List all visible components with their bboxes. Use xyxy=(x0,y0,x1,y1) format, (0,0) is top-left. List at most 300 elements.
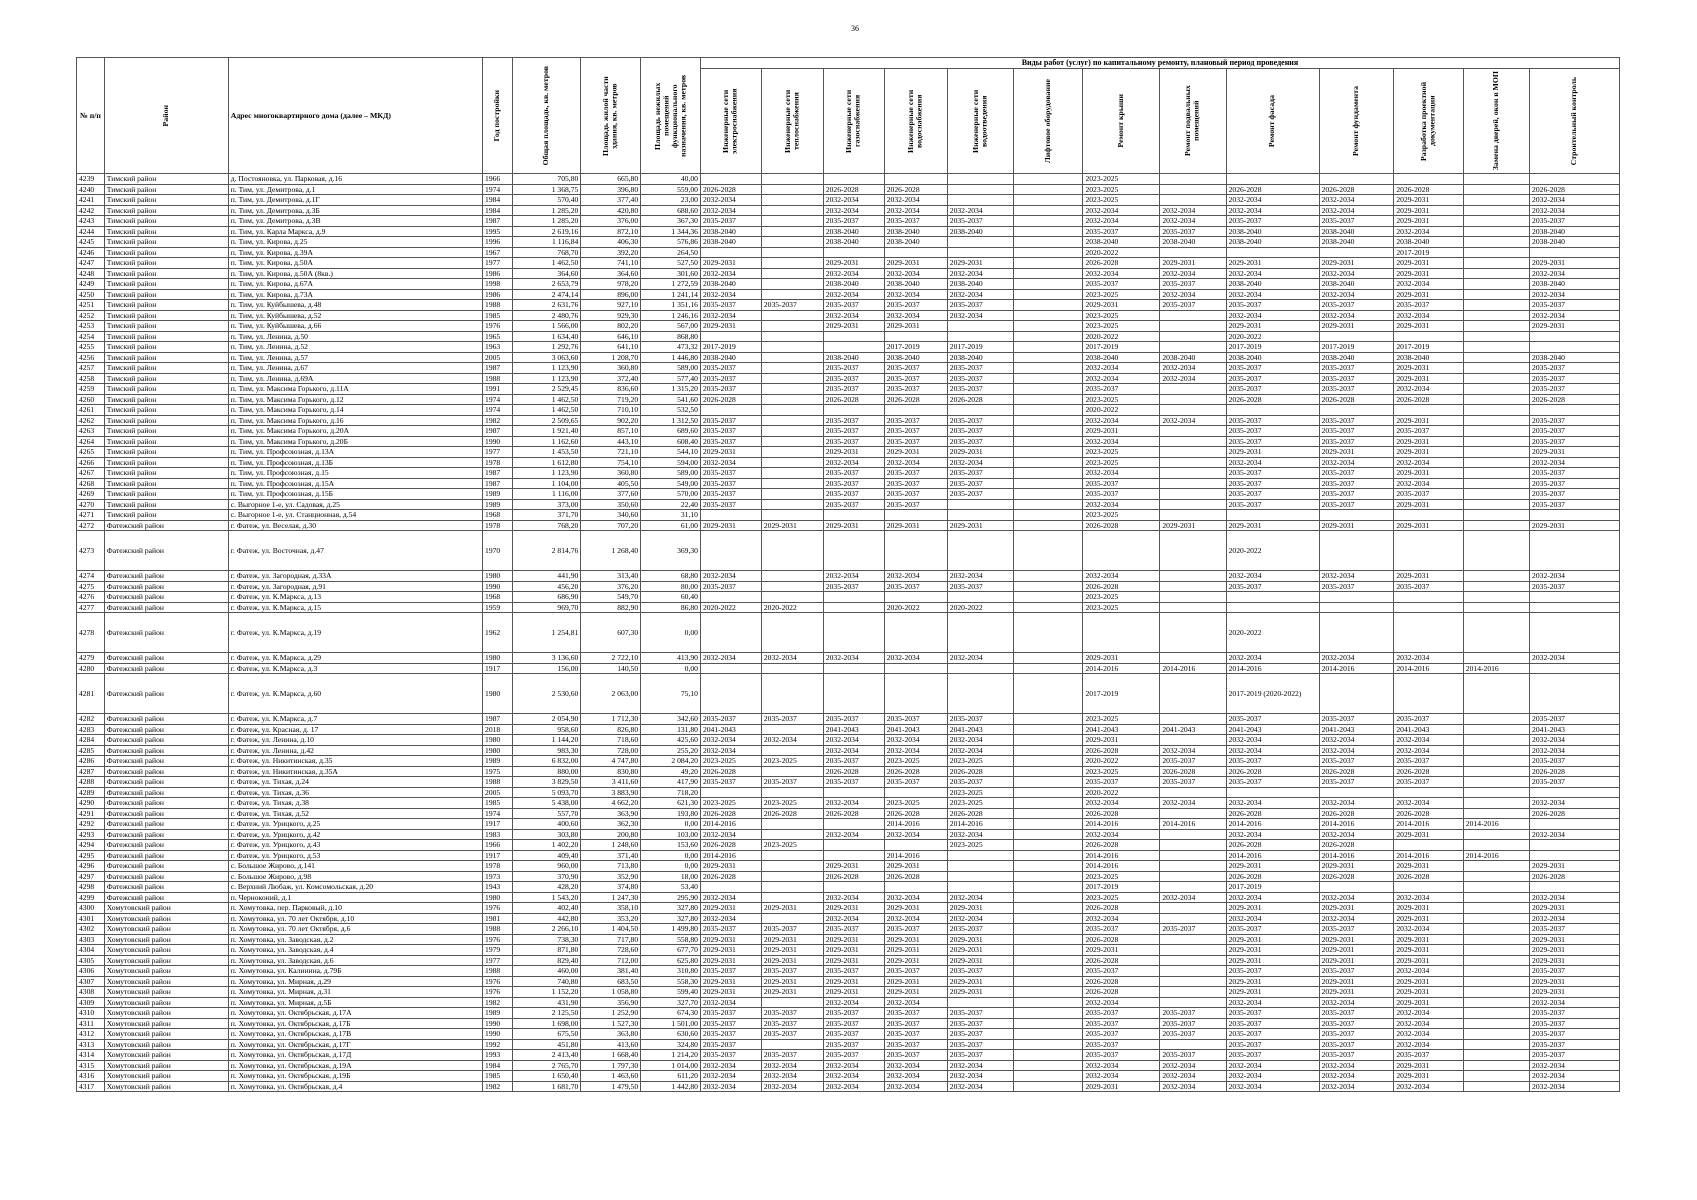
work-period-cell: 2035-2037 xyxy=(884,924,947,935)
work-period-cell: 2032-2034 xyxy=(1394,966,1463,977)
total-area-cell: 1 116,00 xyxy=(512,489,580,500)
work-period-cell: 2035-2037 xyxy=(823,924,884,935)
work-period-cell xyxy=(1014,1008,1083,1019)
row-number-cell: 4303 xyxy=(77,934,105,945)
table-row xyxy=(77,840,1620,851)
nonliving-area-cell: 2 084,20 xyxy=(641,756,701,767)
work-period-cell xyxy=(1226,247,1319,258)
work-period-cell: 2032-2034 xyxy=(1226,913,1319,924)
work-period-cell xyxy=(1463,174,1529,185)
work-period-cell xyxy=(1463,653,1529,664)
work-period-cell: 2035-2037 xyxy=(700,714,761,725)
work-period-cell xyxy=(1014,602,1083,613)
work-period-cell: 2029-2031 xyxy=(1394,436,1463,447)
work-period-cell: 2035-2037 xyxy=(884,1008,947,1019)
table-row xyxy=(77,766,1620,777)
work-period-cell xyxy=(1160,342,1226,353)
work-period-cell xyxy=(1530,674,1620,714)
work-period-cell xyxy=(1014,571,1083,582)
work-period-cell: 2032-2034 xyxy=(761,1081,823,1092)
row-number-cell: 4311 xyxy=(77,1018,105,1029)
work-period-cell xyxy=(1014,850,1083,861)
work-period-cell: 2035-2037 xyxy=(761,924,823,935)
table-row xyxy=(77,436,1620,447)
work-period-cell xyxy=(1394,531,1463,571)
build-year-cell: 1980 xyxy=(483,745,513,756)
work-period-cell: 2038-2040 xyxy=(1160,352,1226,363)
work-period-cell: 2017-2019 xyxy=(947,342,1013,353)
living-area-cell: 721,10 xyxy=(581,447,641,458)
row-number-cell: 4298 xyxy=(77,882,105,893)
living-area-cell: 1 248,60 xyxy=(581,840,641,851)
address-cell: п. Хомутовка, ул. Мирная, д.29 xyxy=(228,976,482,987)
work-period-cell xyxy=(1014,1050,1083,1061)
work-period-cell xyxy=(1160,247,1226,258)
work-period-cell xyxy=(1014,331,1083,342)
living-area-cell: 420,80 xyxy=(581,205,641,216)
work-period-cell xyxy=(1463,373,1529,384)
work-period-cell xyxy=(1160,674,1226,714)
address-cell: п. Тим, ул. Кирова, д.25 xyxy=(228,237,482,248)
work-period-cell xyxy=(1463,394,1529,405)
address-cell: п. Хомутовка, ул. Октябрьская, д.19Б xyxy=(228,1071,482,1082)
work-period-cell xyxy=(761,531,823,571)
build-year-cell: 1983 xyxy=(483,829,513,840)
work-period-cell xyxy=(1319,247,1394,258)
district-cell: Фатежский район xyxy=(104,871,228,882)
work-period-cell: 2029-2031 xyxy=(823,934,884,945)
work-period-cell xyxy=(947,321,1013,332)
work-period-cell: 2035-2037 xyxy=(823,216,884,227)
address-cell: п. Хомутовка, ул. Калинина, д.79Б xyxy=(228,966,482,977)
build-year-cell: 1967 xyxy=(483,247,513,258)
nonliving-area-cell: 594,00 xyxy=(641,457,701,468)
district-cell: Тимский район xyxy=(104,468,228,479)
work-period-cell: 2032-2034 xyxy=(1530,195,1620,206)
work-period-cell xyxy=(1160,478,1226,489)
work-period-cell: 2032-2034 xyxy=(1319,997,1394,1008)
district-cell: Хомутовский район xyxy=(104,1071,228,1082)
work-period-cell xyxy=(1160,613,1226,653)
living-area-cell: 1 247,30 xyxy=(581,892,641,903)
nonliving-area-cell: 589,00 xyxy=(641,468,701,479)
work-period-cell: 2023-2025 xyxy=(1083,510,1160,521)
table-row xyxy=(77,268,1620,279)
work-period-cell: 2029-2031 xyxy=(1394,934,1463,945)
work-period-cell xyxy=(1463,237,1529,248)
work-period-cell: 2035-2037 xyxy=(700,581,761,592)
work-period-cell: 2032-2034 xyxy=(1319,1060,1394,1071)
work-period-cell: 2017-2019 xyxy=(1226,342,1319,353)
total-area-cell: 409,40 xyxy=(512,850,580,861)
work-period-cell: 2035-2037 xyxy=(947,1050,1013,1061)
work-period-cell: 2026-2028 xyxy=(947,766,1013,777)
work-period-cell: 2029-2031 xyxy=(700,934,761,945)
address-cell: г. Фатеж, ул. К.Маркса, д.3 xyxy=(228,663,482,674)
work-period-cell: 2032-2034 xyxy=(1530,829,1620,840)
work-period-cell xyxy=(1014,499,1083,510)
work-period-cell: 2032-2034 xyxy=(947,653,1013,664)
work-period-cell: 2035-2037 xyxy=(1319,966,1394,977)
nonliving-area-cell: 599,40 xyxy=(641,987,701,998)
work-period-cell xyxy=(1160,871,1226,882)
row-number-cell: 4255 xyxy=(77,342,105,353)
work-period-cell: 2032-2034 xyxy=(1226,205,1319,216)
district-cell: Хомутовский район xyxy=(104,987,228,998)
work-period-cell xyxy=(1014,415,1083,426)
work-period-cell: 2035-2037 xyxy=(1394,489,1463,500)
total-area-cell: 431,90 xyxy=(512,997,580,1008)
work-period-cell: 2032-2034 xyxy=(1394,478,1463,489)
work-period-cell: 2032-2034 xyxy=(1226,1081,1319,1092)
work-period-cell xyxy=(1463,913,1529,924)
work-period-cell: 2032-2034 xyxy=(1226,997,1319,1008)
work-period-cell: 2035-2037 xyxy=(1319,436,1394,447)
work-period-cell: 2038-2040 xyxy=(1226,237,1319,248)
work-period-cell: 2032-2034 xyxy=(1319,829,1394,840)
living-area-cell: 340,60 xyxy=(581,510,641,521)
work-period-cell: 2032-2034 xyxy=(700,653,761,664)
work-period-cell: 2035-2037 xyxy=(761,714,823,725)
work-period-cell xyxy=(1014,613,1083,653)
total-area-cell: 370,90 xyxy=(512,871,580,882)
work-period-cell: 2032-2034 xyxy=(1083,468,1160,479)
living-area-cell: 358,10 xyxy=(581,903,641,914)
work-period-cell xyxy=(1463,1081,1529,1092)
work-period-cell xyxy=(1463,976,1529,987)
work-period-cell: 2035-2037 xyxy=(947,216,1013,227)
row-number-cell: 4274 xyxy=(77,571,105,582)
work-period-cell: 2029-2031 xyxy=(700,321,761,332)
work-period-cell xyxy=(761,913,823,924)
nonliving-area-cell: 75,10 xyxy=(641,674,701,714)
nonliving-area-cell: 677,70 xyxy=(641,945,701,956)
work-period-cell: 2035-2037 xyxy=(1083,777,1160,788)
work-period-cell xyxy=(1463,300,1529,311)
work-period-cell: 2035-2037 xyxy=(947,426,1013,437)
nonliving-area-cell: 0,00 xyxy=(641,850,701,861)
row-number-cell: 4240 xyxy=(77,184,105,195)
address-cell: г. Фатеж, ул. Тихая, д.38 xyxy=(228,798,482,809)
living-area-cell: 646,10 xyxy=(581,331,641,342)
work-period-cell: 2035-2037 xyxy=(823,300,884,311)
work-period-cell: 2041-2043 xyxy=(1394,724,1463,735)
nonliving-area-cell: 688,60 xyxy=(641,205,701,216)
row-number-cell: 4287 xyxy=(77,766,105,777)
total-area-cell: 958,60 xyxy=(512,724,580,735)
work-period-cell xyxy=(1014,226,1083,237)
header-work-type: Строительный контроль xyxy=(1530,69,1620,174)
work-period-cell: 2029-2031 xyxy=(1394,829,1463,840)
nonliving-area-cell: 369,30 xyxy=(641,531,701,571)
work-period-cell: 2029-2031 xyxy=(884,987,947,998)
build-year-cell: 1917 xyxy=(483,850,513,861)
address-cell: п. Тим, ул. Карла Маркса, д.9 xyxy=(228,226,482,237)
total-area-cell: 2 480,76 xyxy=(512,310,580,321)
work-period-cell: 2032-2034 xyxy=(1083,997,1160,1008)
total-area-cell: 1 123,90 xyxy=(512,373,580,384)
build-year-cell: 1982 xyxy=(483,1081,513,1092)
living-area-cell: 364,60 xyxy=(581,268,641,279)
row-number-cell: 4289 xyxy=(77,787,105,798)
work-period-cell: 2035-2037 xyxy=(1530,1018,1620,1029)
work-period-cell: 2026-2028 xyxy=(700,840,761,851)
living-area-cell: 353,20 xyxy=(581,913,641,924)
work-period-cell: 2032-2034 xyxy=(884,1060,947,1071)
work-period-cell: 2032-2034 xyxy=(1319,798,1394,809)
living-area-cell: 927,10 xyxy=(581,300,641,311)
work-period-cell: 2035-2037 xyxy=(823,384,884,395)
address-cell: п. Хомутовка, ул. Октябрьская, д.17В xyxy=(228,1029,482,1040)
work-period-cell: 2029-2031 xyxy=(1530,934,1620,945)
table-row xyxy=(77,808,1620,819)
total-area-cell: 428,20 xyxy=(512,882,580,893)
work-period-cell xyxy=(1014,1039,1083,1050)
work-period-cell xyxy=(1394,592,1463,603)
district-cell: Тимский район xyxy=(104,258,228,269)
work-period-cell: 2017-2019 xyxy=(1083,342,1160,353)
work-period-cell: 2032-2034 xyxy=(1394,1081,1463,1092)
work-period-cell: 2029-2031 xyxy=(1226,258,1319,269)
row-number-cell: 4263 xyxy=(77,426,105,437)
nonliving-area-cell: 621,30 xyxy=(641,798,701,809)
build-year-cell: 1974 xyxy=(483,808,513,819)
work-period-cell: 2026-2028 xyxy=(1083,955,1160,966)
work-period-cell: 2032-2034 xyxy=(1319,1081,1394,1092)
work-period-cell xyxy=(823,331,884,342)
work-period-cell: 2026-2028 xyxy=(1226,766,1319,777)
work-period-cell: 2029-2031 xyxy=(1530,447,1620,458)
work-period-cell: 2035-2037 xyxy=(884,1050,947,1061)
nonliving-area-cell: 327,80 xyxy=(641,913,701,924)
table-row xyxy=(77,1008,1620,1019)
table-row xyxy=(77,592,1620,603)
work-period-cell xyxy=(1014,840,1083,851)
build-year-cell: 1982 xyxy=(483,415,513,426)
work-period-cell: 2035-2037 xyxy=(761,1008,823,1019)
work-period-cell xyxy=(1530,592,1620,603)
nonliving-area-cell: 295,90 xyxy=(641,892,701,903)
address-cell: г. Фатеж, ул. К.Маркса, д.7 xyxy=(228,714,482,725)
address-cell: г. Фатеж, ул. Веселая, д.30 xyxy=(228,520,482,531)
living-area-cell: 902,20 xyxy=(581,415,641,426)
work-period-cell: 2026-2028 xyxy=(1083,976,1160,987)
table-row xyxy=(77,745,1620,756)
work-period-cell: 2029-2031 xyxy=(1530,520,1620,531)
work-period-cell: 2032-2034 xyxy=(1394,457,1463,468)
work-period-cell xyxy=(1463,840,1529,851)
work-period-cell xyxy=(1160,174,1226,185)
table-row xyxy=(77,300,1620,311)
total-area-cell: 1 453,50 xyxy=(512,447,580,458)
work-period-cell xyxy=(884,674,947,714)
work-period-cell xyxy=(1463,861,1529,872)
work-period-cell: 2035-2037 xyxy=(1319,581,1394,592)
work-period-cell: 2035-2037 xyxy=(700,1008,761,1019)
header-work-type: Ремонт подвальных помещений xyxy=(1160,69,1226,174)
district-cell: Хомутовский район xyxy=(104,934,228,945)
work-period-cell xyxy=(1530,602,1620,613)
living-area-cell: 4 662,20 xyxy=(581,798,641,809)
work-period-cell xyxy=(823,663,884,674)
row-number-cell: 4309 xyxy=(77,997,105,1008)
table-row xyxy=(77,653,1620,664)
work-period-cell: 2035-2037 xyxy=(1530,478,1620,489)
total-area-cell: 705,80 xyxy=(512,174,580,185)
table-row xyxy=(77,384,1620,395)
work-period-cell xyxy=(1394,331,1463,342)
work-period-cell xyxy=(884,405,947,416)
work-period-cell: 2026-2028 xyxy=(1319,766,1394,777)
work-period-cell xyxy=(1226,174,1319,185)
work-period-cell: 2026-2028 xyxy=(1530,766,1620,777)
work-period-cell: 2035-2037 xyxy=(884,1018,947,1029)
work-period-cell: 2035-2037 xyxy=(1083,1018,1160,1029)
work-period-cell: 2041-2043 xyxy=(823,724,884,735)
total-area-cell: 2 529,45 xyxy=(512,384,580,395)
work-period-cell: 2023-2025 xyxy=(1083,592,1160,603)
work-period-cell: 2026-2028 xyxy=(947,394,1013,405)
header-work-type: Ремонт фасада xyxy=(1226,69,1319,174)
work-period-cell xyxy=(1394,405,1463,416)
work-period-cell: 2029-2031 xyxy=(700,903,761,914)
nonliving-area-cell: 868,80 xyxy=(641,331,701,342)
nonliving-area-cell: 327,70 xyxy=(641,997,701,1008)
work-period-cell xyxy=(761,205,823,216)
work-period-cell: 2032-2034 xyxy=(947,289,1013,300)
work-period-cell: 2035-2037 xyxy=(1083,279,1160,290)
work-period-cell xyxy=(1463,1018,1529,1029)
work-period-cell xyxy=(1160,903,1226,914)
work-period-cell: 2032-2034 xyxy=(884,205,947,216)
work-period-cell: 2035-2037 xyxy=(761,300,823,311)
work-period-cell: 2032-2034 xyxy=(1160,745,1226,756)
work-period-cell xyxy=(823,592,884,603)
work-period-cell xyxy=(1160,934,1226,945)
work-period-cell: 2029-2031 xyxy=(1319,945,1394,956)
nonliving-area-cell: 40,00 xyxy=(641,174,701,185)
row-number-cell: 4282 xyxy=(77,714,105,725)
work-period-cell xyxy=(1014,510,1083,521)
work-period-cell: 2041-2043 xyxy=(1226,724,1319,735)
work-period-cell xyxy=(1014,808,1083,819)
work-period-cell: 2035-2037 xyxy=(1319,415,1394,426)
work-period-cell: 2032-2034 xyxy=(700,735,761,746)
work-period-cell xyxy=(1014,997,1083,1008)
nonliving-area-cell: 327,80 xyxy=(641,903,701,914)
work-period-cell: 2032-2034 xyxy=(884,310,947,321)
work-period-cell: 2038-2040 xyxy=(1530,279,1620,290)
work-period-cell: 2038-2040 xyxy=(1083,352,1160,363)
work-period-cell: 2032-2034 xyxy=(823,653,884,664)
table-row xyxy=(77,976,1620,987)
work-period-cell xyxy=(1463,331,1529,342)
work-period-cell: 2032-2034 xyxy=(1394,384,1463,395)
work-period-cell xyxy=(884,613,947,653)
table-row xyxy=(77,571,1620,582)
work-period-cell xyxy=(1160,489,1226,500)
work-period-cell: 2032-2034 xyxy=(1530,735,1620,746)
work-period-cell xyxy=(1530,247,1620,258)
address-cell: г. Фатеж, ул. Никитинская, д.35 xyxy=(228,756,482,767)
work-period-cell: 2032-2034 xyxy=(947,913,1013,924)
work-period-cell: 2032-2034 xyxy=(700,289,761,300)
work-period-cell: 2026-2028 xyxy=(1530,808,1620,819)
work-period-cell: 2029-2031 xyxy=(884,321,947,332)
work-period-cell: 2035-2037 xyxy=(1226,499,1319,510)
work-period-cell xyxy=(947,184,1013,195)
work-period-cell xyxy=(1319,510,1394,521)
work-period-cell: 2035-2037 xyxy=(1083,966,1160,977)
table-row xyxy=(77,663,1620,674)
table-row xyxy=(77,934,1620,945)
work-period-cell: 2035-2037 xyxy=(823,777,884,788)
district-cell: Фатежский район xyxy=(104,882,228,893)
work-period-cell: 2029-2031 xyxy=(1394,997,1463,1008)
work-period-cell xyxy=(1014,882,1083,893)
work-period-cell xyxy=(1014,310,1083,321)
work-period-cell xyxy=(1083,613,1160,653)
work-period-cell: 2026-2028 xyxy=(1083,581,1160,592)
work-period-cell: 2035-2037 xyxy=(1083,489,1160,500)
work-period-cell xyxy=(1160,714,1226,725)
build-year-cell: 1988 xyxy=(483,777,513,788)
build-year-cell: 1980 xyxy=(483,735,513,746)
work-period-cell: 2035-2037 xyxy=(1530,1029,1620,1040)
work-period-cell: 2032-2034 xyxy=(947,268,1013,279)
work-period-cell: 2026-2028 xyxy=(1226,840,1319,851)
work-period-cell: 2029-2031 xyxy=(1319,934,1394,945)
work-period-cell: 2032-2034 xyxy=(1530,745,1620,756)
work-period-cell: 2032-2034 xyxy=(884,913,947,924)
nonliving-area-cell: 541,60 xyxy=(641,394,701,405)
work-period-cell xyxy=(1319,592,1394,603)
work-period-cell: 2014-2016 xyxy=(947,819,1013,830)
row-number-cell: 4270 xyxy=(77,499,105,510)
work-period-cell xyxy=(700,592,761,603)
work-period-cell xyxy=(1014,478,1083,489)
work-period-cell: 2038-2040 xyxy=(823,237,884,248)
work-period-cell: 2035-2037 xyxy=(1160,279,1226,290)
work-period-cell xyxy=(761,436,823,447)
work-period-cell xyxy=(1160,735,1226,746)
work-period-cell xyxy=(1160,447,1226,458)
work-period-cell: 2026-2028 xyxy=(884,394,947,405)
work-period-cell: 2032-2034 xyxy=(823,457,884,468)
work-period-cell xyxy=(700,510,761,521)
work-period-cell: 2032-2034 xyxy=(1160,1071,1226,1082)
table-row xyxy=(77,1071,1620,1082)
total-area-cell: 451,80 xyxy=(512,1039,580,1050)
work-period-cell: 2029-2031 xyxy=(947,520,1013,531)
work-period-cell xyxy=(947,237,1013,248)
build-year-cell: 1974 xyxy=(483,405,513,416)
work-period-cell: 2029-2031 xyxy=(823,258,884,269)
work-period-cell: 2029-2031 xyxy=(1394,373,1463,384)
table-row xyxy=(77,489,1620,500)
work-period-cell: 2017-2019 xyxy=(884,342,947,353)
living-area-cell: 371,40 xyxy=(581,850,641,861)
work-period-cell: 2038-2040 xyxy=(700,279,761,290)
work-period-cell: 2026-2028 xyxy=(1530,184,1620,195)
work-period-cell: 2014-2016 xyxy=(700,819,761,830)
address-cell: г. Фатеж, ул. Тихая, д.36 xyxy=(228,787,482,798)
address-cell: г. Фатеж, ул. Урицкого, д.25 xyxy=(228,819,482,830)
address-cell: п. Тим, ул. Кирова, д.50А xyxy=(228,258,482,269)
build-year-cell: 1992 xyxy=(483,1039,513,1050)
work-period-cell: 2029-2031 xyxy=(1319,321,1394,332)
header-work-type: Замена дверей, окон в МОП xyxy=(1463,69,1529,174)
